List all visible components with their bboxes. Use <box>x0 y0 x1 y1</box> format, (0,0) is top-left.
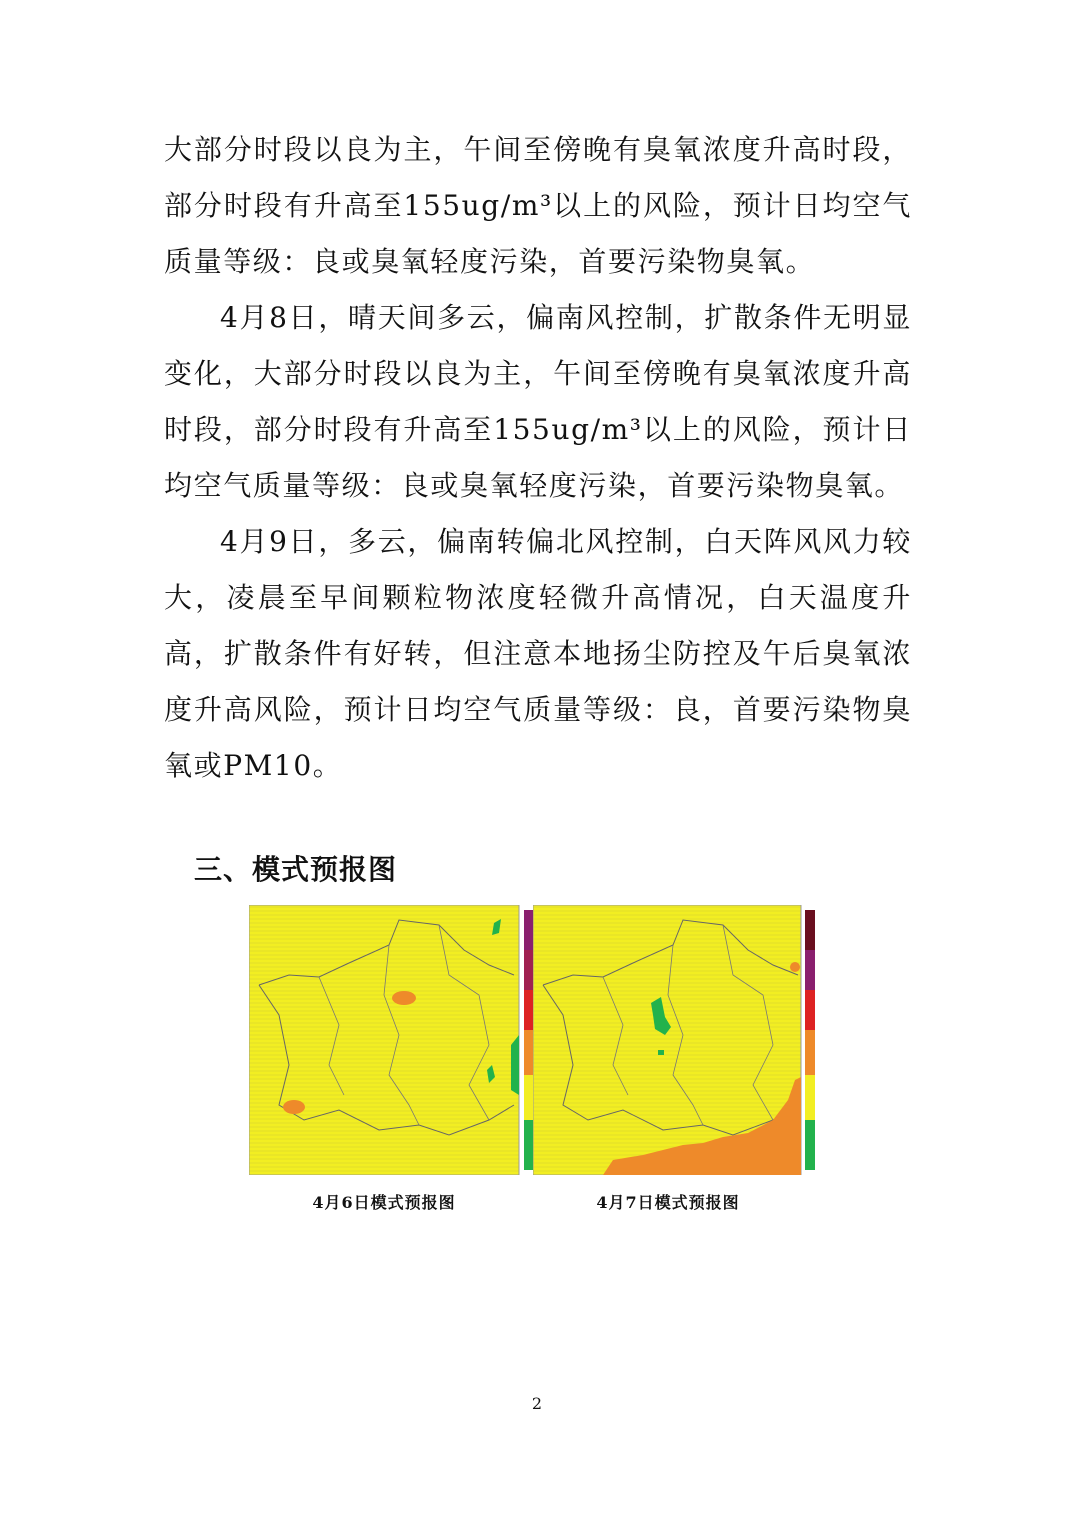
figure-caption-apr7: 4月7日模式预报图 <box>596 1193 740 1212</box>
paragraph-2: 4月8日，晴天间多云，偏南风控制，扩散条件无明显变化，大部分时段以良为主，午间至傍晚有臭氧浓度升高时段，部分时段有升高至155ug/m³以上的风险，预计日均空气质量等级：良或臭氧轻度污染，首要污染物臭氧。 <box>164 301 912 502</box>
forecast-map-apr7-image <box>533 905 820 1175</box>
forecast-map-apr6-image <box>249 905 539 1175</box>
paragraph-3: 4月9日，多云，偏南转偏北风控制，白天阵风风力较大，凌晨至早间颗粒物浓度轻微升高情况，白天温度升高，扩散条件有好转，但注意本地扬尘防控及午后臭氧浓度升高风险，预计日均空气质量等级：良，首要污染物臭氧或PM10。 <box>164 525 912 782</box>
figure-caption-apr6: 4月6日模式预报图 <box>312 1193 456 1212</box>
forecast-map-apr6 <box>249 905 539 1175</box>
forecast-map-apr7 <box>533 905 820 1175</box>
page-number: 2 <box>531 1394 543 1413</box>
section-title: 三、模式预报图 <box>194 853 398 886</box>
paragraph-1: 大部分时段以良为主，午间至傍晚有臭氧浓度升高时段，部分时段有升高至155ug/m³以上的风险，预计日均空气质量等级：良或臭氧轻度污染，首要污染物臭氧。 <box>164 133 912 278</box>
